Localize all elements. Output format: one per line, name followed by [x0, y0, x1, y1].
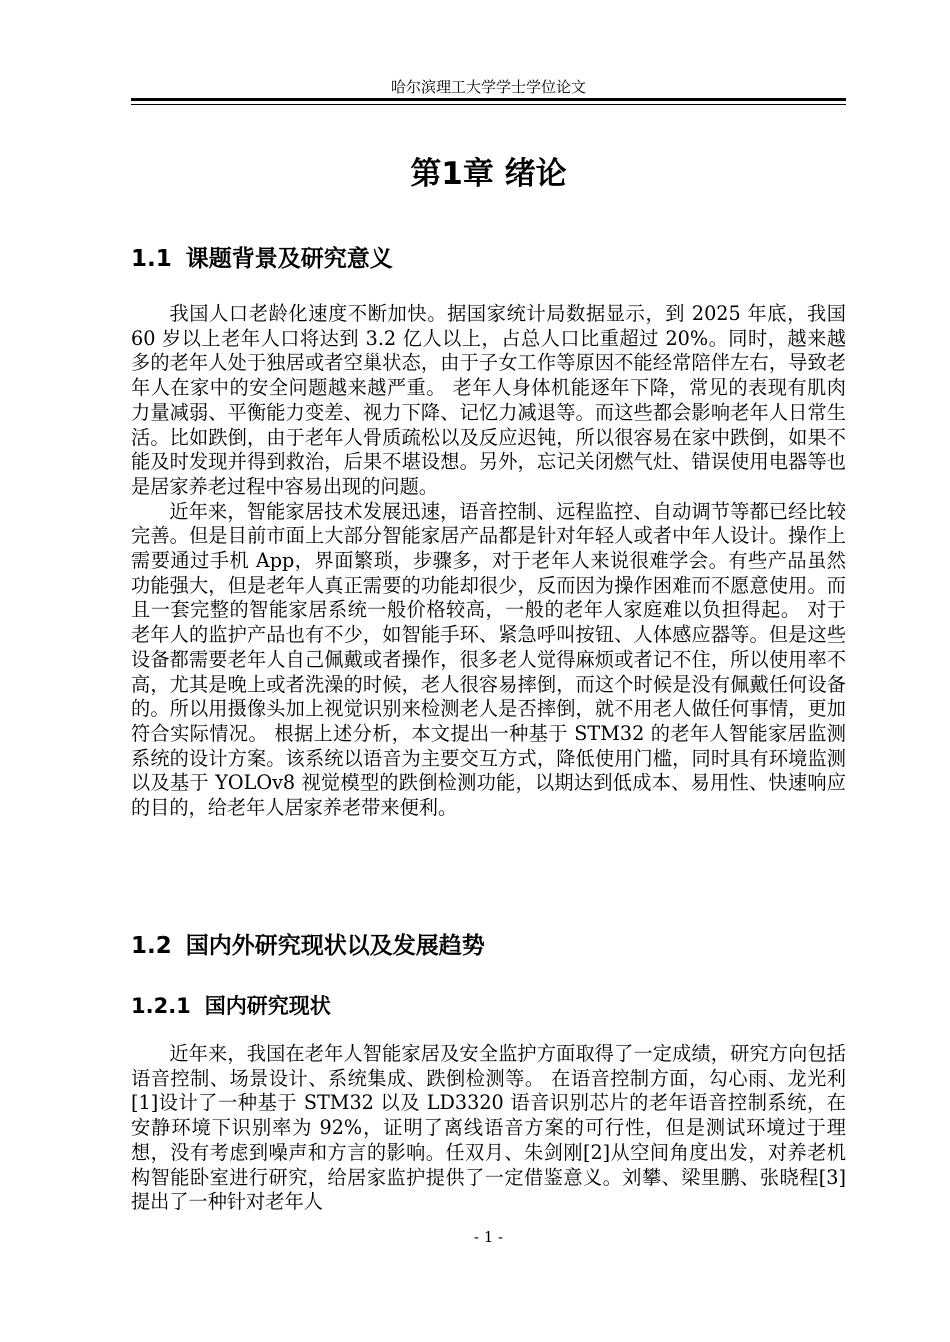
header-rule-thin [131, 104, 846, 105]
section-title-text: 课题背景及研究意义 [185, 246, 393, 272]
section-number: 1.2 [131, 933, 172, 959]
paragraph: 我国人口老龄化速度不断加快。据国家统计局数据显示，到 2025 年底，我国 60 岁以上老年人口将达到 3.2 亿人以上，占总人口比重超过 20%。同时，越来越多的老年人处于独居或者空巢状态，由于子女工作等原因不能经常陪伴左右，导致老年人在家中的安全问题越来越严重。 老年人身体机能逐年下降，常见的表现有肌肉力量减弱、平衡能力变差、视力下降、记忆力减退等。而这些都会影响老年人日常生活。比如跌倒，由于老年人骨质疏松以及反应迟钝，所以很容易在家中跌倒，如果不能及时发现并得到救治，后果不堪设想。另外，忘记关闭燃气灶、错误使用电器等也是居家养老过程中容易出现的问题。 [131, 302, 846, 498]
subsection-1-2-1-body [131, 1042, 846, 1215]
paragraph: 近年来，智能家居技术发展迅速，语音控制、远程监控、自动调节等都已经比较完善。但是目前市面上大部分智能家居产品都是针对年轻人或者中年人设计。操作上需要通过手机 App，界面繁琐，步骤多，对于老年人来说很难学会。有些产品虽然功能强大，但是老年人真正需要的功能却很少，反而因为操作困难而不愿意使用。而且一套完整的智能家居系统一般价格较高，一般的老年人家庭难以负担得起。 对于老年人的监护产品也有不少，如智能手环、紧急呼叫按钮、人体感应器等。但是这些设备都需要老年人自己佩戴或者操作，很多老人觉得麻烦或者记不住，所以使用率不高，尤其是晚上或者洗澡的时候，老人很容易摔倒，而这个时候是没有佩戴任何设备的。所以用摄像头加上视觉识别来检测老人是否摔倒，就不用老人做任何事情，更加符合实际情况。 根据上述分析，本文提出一种基于 STM32 的老年人智能家居监测系统的设计方案。该系统以语音为主要交互方式，降低使用门槛，同时具有环境监测以及基于 YOLOv8 视觉模型的跌倒检测功能，以期达到低成本、易用性、快速响应的目的，给老年人居家养老带来便利。 [131, 499, 846, 820]
section-heading-1-2 [131, 930, 846, 962]
section-title-text: 国内外研究现状以及发展趋势 [185, 933, 485, 959]
paragraph: 近年来，我国在老年人智能家居及安全监护方面取得了一定成绩，研究方向包括语音控制、场景设计、系统集成、跌倒检测等。 在语音控制方面，勾心雨、龙光利[1]设计了一种基于 STM32 以及 LD3320 语音识别芯片的老年语音控制系统，在安静环境下识别率为 92%，证明了离线语音方案的可行性，但是测试环境过于理想，没有考虑到噪声和方言的影响。任双月、朱剑刚[2]从空间角度出发，对养老机构智能卧室进行研究，给居家监护提供了一定借鉴意义。刘攀、梁里鹏、张晓程[3]提出了一种针对老年人 [131, 1042, 846, 1214]
running-header: 哈尔滨理工大学学士学位论文 [390, 78, 586, 96]
section-1-1-body [131, 302, 846, 821]
subsection-number: 1.2.1 [131, 994, 191, 1018]
chapter-title: 第1章 绪论 [410, 156, 567, 192]
section-number: 1.1 [131, 246, 172, 272]
header-rule-thick [131, 98, 846, 101]
section-heading-1-1 [131, 243, 846, 275]
page-number: - 1 - [473, 1228, 504, 1246]
subsection-heading-1-2-1 [131, 991, 846, 1021]
subsection-title-text: 国内研究现状 [204, 994, 331, 1018]
